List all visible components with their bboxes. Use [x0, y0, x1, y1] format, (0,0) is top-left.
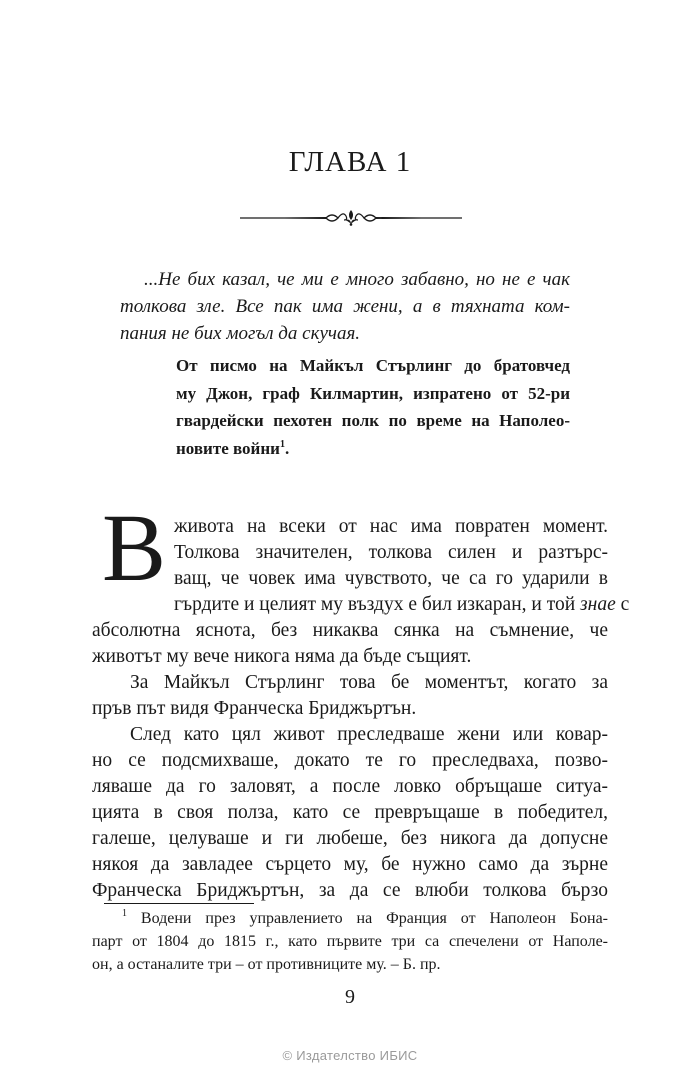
body-line: За Майкъл Стърлинг това бе моментът, когато за [130, 672, 608, 693]
drop-cap: В [102, 494, 167, 601]
source-line-text: новите войни [176, 438, 280, 458]
epigraph-line: толкова зле. Все пак има жени, а в тяхната ком- [120, 296, 570, 317]
footnote-line: он, а останалите три – от противниците му. – Б. пр. [92, 956, 441, 973]
body-line: цията в своя полза, като се превръщаше в победител, [92, 802, 608, 823]
source-end: . [284, 438, 290, 458]
chapter-title: ГЛАВА 1 [288, 146, 412, 178]
body-line: ляваше да го заловят, а после ловко обръщаше ситуа- [92, 776, 608, 797]
body-line: галеше, целуваше и ги любеше, без никога да допусне [92, 828, 608, 849]
body-line: живота на всеки от нас има повратен момент. [174, 516, 608, 537]
footnote-divider [104, 903, 254, 904]
body-line: ващ, че човек има чувството, че са го ударили в [174, 568, 608, 589]
source-line: От писмо на Майкъл Стърлинг до братовчед [176, 356, 570, 375]
body-line: Толкова значителен, толкова силен и разтърс- [174, 542, 608, 563]
body-line [130, 722, 608, 748]
body-text: с [615, 594, 630, 615]
body-line [174, 592, 630, 618]
body-text: се подсмихваше, докато те го преследваха, позво- [128, 750, 609, 771]
source-line [176, 435, 570, 463]
body-line: абсолютна яснота, без никаква сянка на съмнение, че [92, 620, 608, 641]
body-text: гърдите и целият му въздух е бил изкаран, и той [174, 594, 576, 615]
body-line: Франческа Бриджъртън, за да се влюби толкова бързо [92, 880, 608, 901]
footnote-text: Водени през управлението на Франция от Наполеон Бона- [127, 910, 608, 927]
body-line [92, 748, 608, 774]
epigraph-line: ...Не бих казал, че ми е много забавно, но не е чак [144, 269, 570, 290]
epigraph-source [176, 352, 570, 462]
emphasis: знае [580, 594, 616, 615]
footnote-line: парт от 1804 до 1815 г., като първите три са спечелени от Наполе- [92, 933, 608, 950]
body-line: пръв път видя Франческа Бриджъртън. [92, 698, 417, 719]
decorative-divider-icon [238, 206, 464, 228]
body-line: някоя да завладее сърцето му, бе нужно само да зърне [92, 854, 608, 875]
body-line: животът му вече никога няма да бъде същият. [92, 646, 472, 667]
copyright-notice: © Издателство ИБИС [282, 1048, 418, 1063]
body-text: но [92, 750, 113, 771]
footnote-marker: 1 [122, 908, 127, 919]
page-number: 9 [345, 986, 355, 1008]
footnote-line [122, 908, 608, 930]
epigraph-line: пания не бих могъл да скучая. [120, 323, 361, 344]
body-text: След като цял живот преследваше жени или ковар- [130, 724, 608, 745]
source-line: гвардейски пехотен полк по време на Наполео- [176, 411, 570, 430]
epigraph [120, 266, 570, 347]
source-line: му Джон, граф Килмартин, изпратено от 52-ри [176, 383, 570, 403]
footnote-ref: 1 [279, 438, 285, 450]
